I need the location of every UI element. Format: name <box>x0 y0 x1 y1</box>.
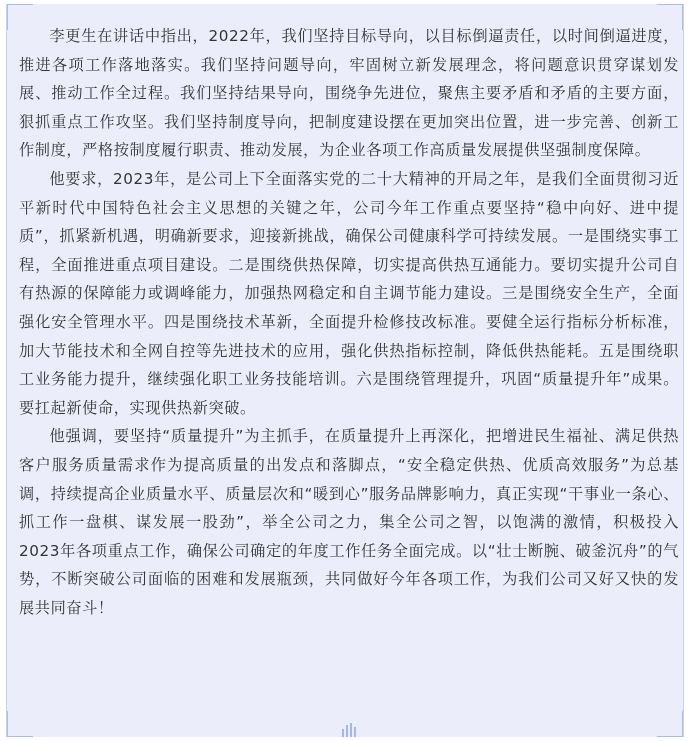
article-body <box>19 22 679 622</box>
decorative-bars-icon <box>340 723 360 737</box>
paragraph-3: 他强调，要坚持“质量提升”为主抓手，在质量提升上再深化，把增进民生福祉、满足供热客户服务质量需求作为提高质量的出发点和落脚点，“安全稳定供热、优质高效服务”为总基调，持续提高企业质量水平、质量层次和“暖到心”服务品牌影响力，真正实现“干事业一条心、抓工作一盘棋、谋发展一股劲”，举全公司之力，集全公司之智，以饱满的激情，积极投入2023年各项重点工作，确保公司确定的年度工作任务全面完成。以“壮士断腕、破釜沉舟”的气势，不断突破公司面临的困难和发展瓶颈，共同做好今年各项工作，为我们公司又好又快的发展共同奋斗！ <box>19 427 679 617</box>
paragraph-2: 他要求，2023年，是公司上下全面落实党的二十大精神的开局之年，是我们全面贯彻习近平新时代中国特色社会主义思想的关键之年，公司今年工作重点要坚持“稳中向好、进中提质”，抓紧新机遇，明确新要求，迎接新挑战，确保公司健康科学可持续发展。一是围绕实事工程，全面推进重点项目建设。二是围绕供热保障，切实提高供热互通能力。要切实提升公司自有热源的保障能力或调峰能力，加强热网稳定和自主调节能力建设。三是围绕安全生产，全面强化安全管理水平。四是围绕技术革新，全面提升检修技改标准。要健全运行指标分析标准，加大节能技术和全网自控等先进技术的应用，强化供热指标控制，降低供热能耗。五是围绕职工业务能力提升，继续强化职工业务技能培训。六是围绕管理提升，巩固“质量提升年”成果。要扛起新使命，实现供热新突破。 <box>19 169 679 417</box>
corner-frame-bottom-right <box>657 711 683 737</box>
article-panel <box>6 4 684 737</box>
corner-frame-bottom-left <box>7 711 33 737</box>
paragraph-1: 李更生在讲话中指出，2022年，我们坚持目标导向，以目标倒逼责任，以时间倒逼进度，推进各项工作落地落实。我们坚持问题导向，牢固树立新发展理念，将问题意识贯穿谋划发展、推动工作全过程。我们坚持结果导向，围绕争先进位，聚焦主要矛盾和矛盾的主要方面，狠抓重点工作攻坚。我们坚持制度导向，把制度建设摆在更加突出位置，进一步完善、创新工作制度，严格按制度履行职责、推动发展，为企业各项工作高质量发展提供坚强制度保障。 <box>19 27 679 160</box>
